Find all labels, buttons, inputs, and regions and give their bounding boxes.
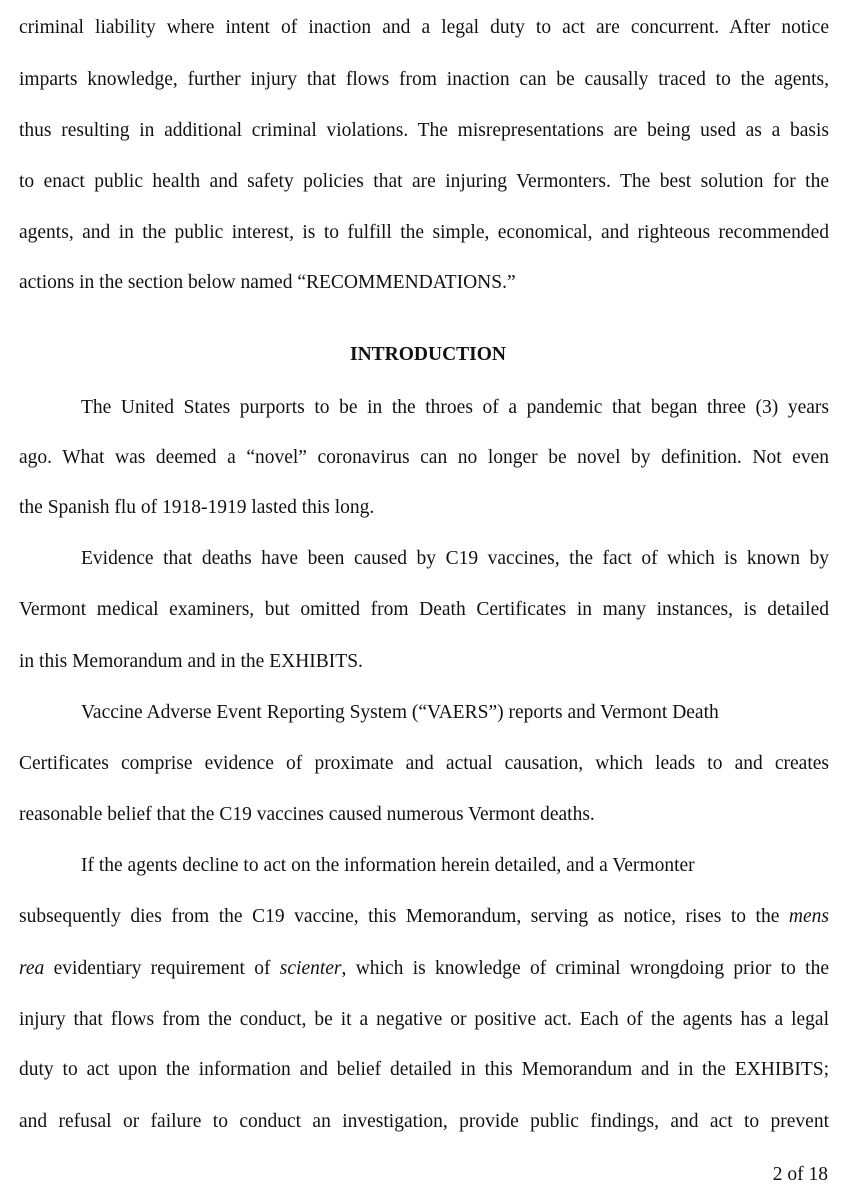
intro-para4-line-1: If the agents decline to act on the information herein detailed, and a Vermonter — [81, 855, 695, 876]
page-number: 2 of 18 — [772, 1164, 828, 1185]
italic-term-rea: rea — [19, 958, 45, 979]
intro-para4-line-6: and refusal or failure to conduct an investigation, provide public findings, and act to prevent — [19, 1111, 829, 1132]
section-heading: INTRODUCTION — [349, 344, 507, 365]
body-line-1: criminal liability where intent of inaction and a legal duty to act are concurrent. After notice — [19, 17, 829, 38]
intro-para2-line-3: in this Memorandum and in the EXHIBITS. — [19, 651, 363, 672]
italic-term-mens: mens — [788, 906, 829, 927]
italic-term-scienter: scienter — [279, 958, 342, 979]
body-line-5: agents, and in the public interest, is to fulfill the simple, economical, and righteous recommended — [19, 222, 829, 243]
intro-para3-line-2: Certificates comprise evidence of proximate and actual causation, which leads to and creates — [19, 753, 829, 774]
intro-para4-line-3 — [19, 957, 829, 981]
line-text: subsequently dies from the C19 vaccine, this Memorandum, serving as notice, rises to the — [19, 906, 789, 927]
intro-para1-line-2: ago. What was deemed a “novel” coronavirus can no longer be novel by definition. Not even — [19, 447, 829, 468]
body-line-3: thus resulting in additional criminal violations. The misrepresentations are being used as a basis — [19, 120, 829, 141]
intro-para4-line-4: injury that flows from the conduct, be it a negative or positive act. Each of the agents has a legal — [19, 1009, 829, 1030]
intro-para4-line-2 — [19, 905, 829, 929]
body-line-2: imparts knowledge, further injury that flows from inaction can be causally traced to the agents, — [19, 69, 829, 90]
body-line-4: to enact public health and safety policies that are injuring Vermonters. The best solution for the — [19, 171, 829, 192]
intro-para4-line-5: duty to act upon the information and belief detailed in this Memorandum and in the EXHIBITS; — [19, 1059, 829, 1080]
intro-para2-line-1: Evidence that deaths have been caused by C19 vaccines, the fact of which is known by — [81, 548, 829, 569]
body-line-6: actions in the section below named “RECOMMENDATIONS.” — [19, 272, 516, 293]
line-text: evidentiary requirement of — [44, 958, 280, 979]
line-text: , which is knowledge of criminal wrongdoing prior to the — [341, 958, 829, 979]
intro-para2-line-2: Vermont medical examiners, but omitted from Death Certificates in many instances, is detailed — [19, 599, 829, 620]
intro-para3-line-3: reasonable belief that the C19 vaccines caused numerous Vermont deaths. — [19, 804, 595, 825]
intro-para1-line-1: The United States purports to be in the throes of a pandemic that began three (3) years — [81, 397, 829, 418]
intro-para1-line-3: the Spanish flu of 1918-1919 lasted this long. — [19, 497, 375, 518]
intro-para3-line-1: Vaccine Adverse Event Reporting System (“VAERS”) reports and Vermont Death — [81, 702, 719, 723]
